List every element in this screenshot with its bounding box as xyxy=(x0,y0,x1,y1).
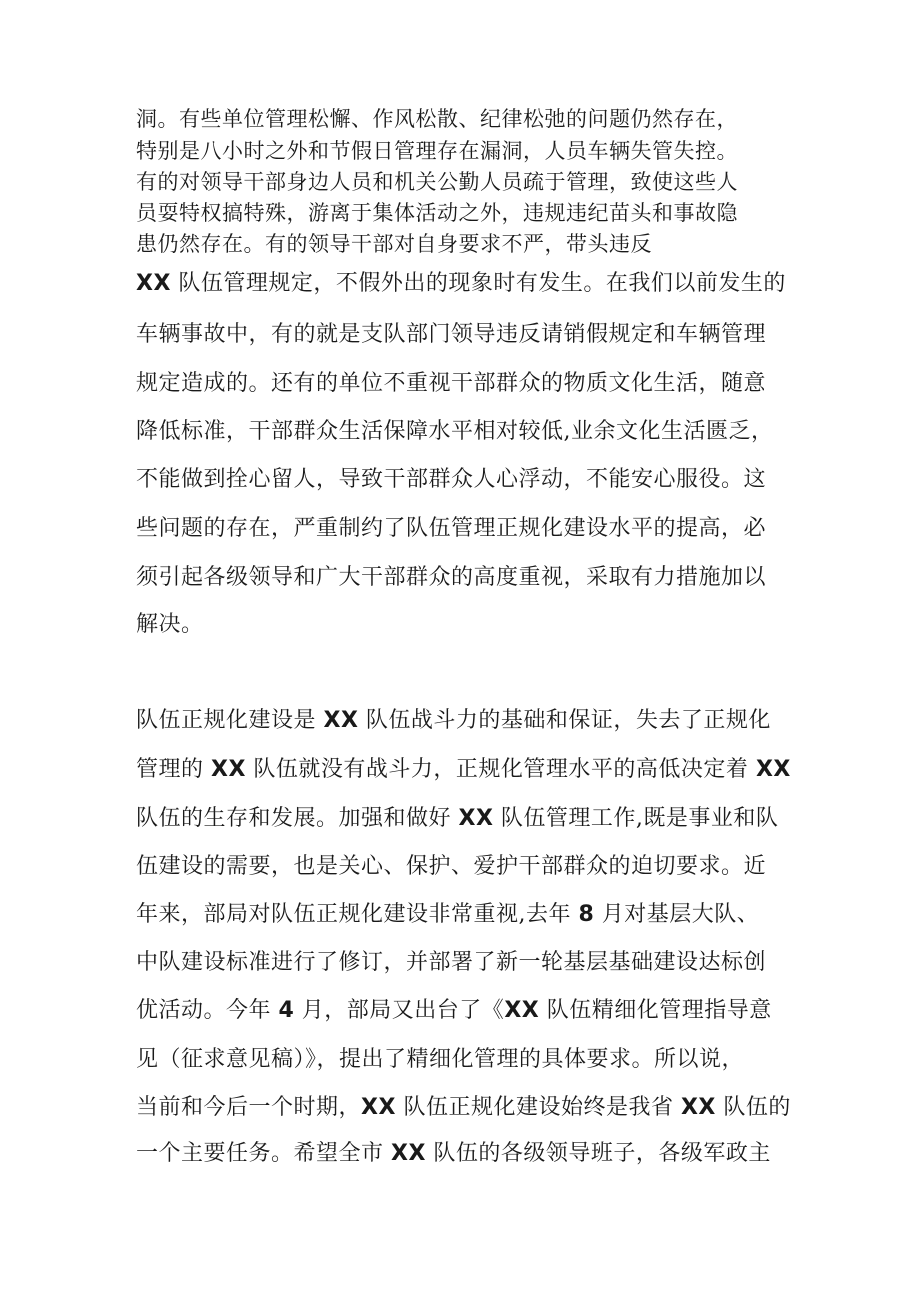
text-run: 月对基层大队、 xyxy=(594,902,760,927)
bold-token: XX xyxy=(361,1095,396,1120)
text-line: 不能做到拴心留人，导致干部群众人心浮动，不能安心服役。这 xyxy=(136,467,767,492)
text-line: 见（征求意见稿）》，提出了精细化管理的具体要求。所以说， xyxy=(136,1047,745,1072)
bold-token: XX xyxy=(323,708,359,733)
text-line: 些问题的存在，严重制约了队伍管理正规化建设水平的提高，必 xyxy=(136,516,767,541)
text-run: 队伍正规化建设始终是我省 xyxy=(395,1095,681,1120)
bold-token: XX xyxy=(458,806,494,831)
text-run: 队伍正规化建设是 xyxy=(136,708,324,733)
text-run: 队伍精细化管理指导意 xyxy=(539,998,772,1023)
text-run: 队伍的生存和发展。加强和做好 xyxy=(136,806,459,831)
text-run: 年来，部局对队伍正规化建设非常重视,去年 xyxy=(136,902,579,927)
text-line: 伍建设的需要，也是关心、保护、爱护干部群众的迫切要求。近 xyxy=(136,854,767,879)
text-run: 管理的 xyxy=(136,757,211,782)
text-line: 员耍特权搞特殊，游离于集体活动之外，违规违纪苗头和事故隐 xyxy=(136,201,738,225)
text-run: 优活动。今年 xyxy=(136,998,279,1023)
text-line: 解决。 xyxy=(136,612,204,637)
text-line xyxy=(136,997,772,1025)
text-line xyxy=(136,1140,771,1168)
bold-token: XX xyxy=(755,757,791,782)
bold-token: XX xyxy=(136,271,171,296)
text-run: 一个主要任务。希望全市 xyxy=(136,1141,391,1166)
text-line: 洞。有些单位管理松懈、作风松散、纪律松弛的问题仍然存在， xyxy=(136,107,738,131)
text-run: 队伍的各级领导班子，各级军政主 xyxy=(425,1141,771,1166)
bold-token: 8 xyxy=(578,902,595,927)
text-line: 中队建设标准进行了修订，并部署了新一轮基层基础建设达标创 xyxy=(136,950,767,975)
bold-token: XX xyxy=(391,1141,426,1166)
text-line: 特别是八小时之外和节假日管理存在漏洞，人员车辆失管失控。 xyxy=(136,139,738,163)
text-line: 有的对领导干部身边人员和机关公勤人员疏于管理，致使这些人 xyxy=(136,170,738,194)
text-line: 患仍然存在。有的领导干部对自身要求不严，带头违反 xyxy=(136,232,652,256)
bold-token: XX xyxy=(504,998,540,1023)
text-line xyxy=(136,707,771,735)
text-run: 队伍战斗力的基础和保证，失去了正规化 xyxy=(358,708,771,733)
text-line: 须引起各级领导和广大干部群众的高度重视，采取有力措施加以 xyxy=(136,565,767,590)
text-run: 当前和今后一个时期， xyxy=(136,1095,362,1120)
text-line: 降低标准，干部群众生活保障水平相对较低,业余文化生活匮乏， xyxy=(136,419,774,444)
text-line xyxy=(136,901,759,929)
bold-token: 4 xyxy=(278,998,295,1023)
text-run: 队伍管理工作,既是事业和队 xyxy=(493,806,779,831)
text-run: 月，部局又出台了《 xyxy=(294,998,505,1023)
text-line: 规定造成的。还有的单位不重视干部群众的物质文化生活，随意 xyxy=(136,371,767,396)
text-line xyxy=(136,756,791,784)
bold-token: XX xyxy=(211,757,246,782)
text-line xyxy=(136,270,786,298)
bold-token: XX xyxy=(680,1095,716,1120)
text-run: 队伍管理规定，不假外出的现象时有发生。在我们以前发生的 xyxy=(170,271,786,296)
text-line xyxy=(136,805,778,833)
text-line: 车辆事故中，有的就是支队部门领导违反请销假规定和车辆管理 xyxy=(136,322,767,347)
text-run: 队伍就没有战斗力，正规化管理水平的高低决定着 xyxy=(245,757,756,782)
text-run: 队伍的 xyxy=(715,1095,791,1120)
text-line xyxy=(136,1094,791,1122)
